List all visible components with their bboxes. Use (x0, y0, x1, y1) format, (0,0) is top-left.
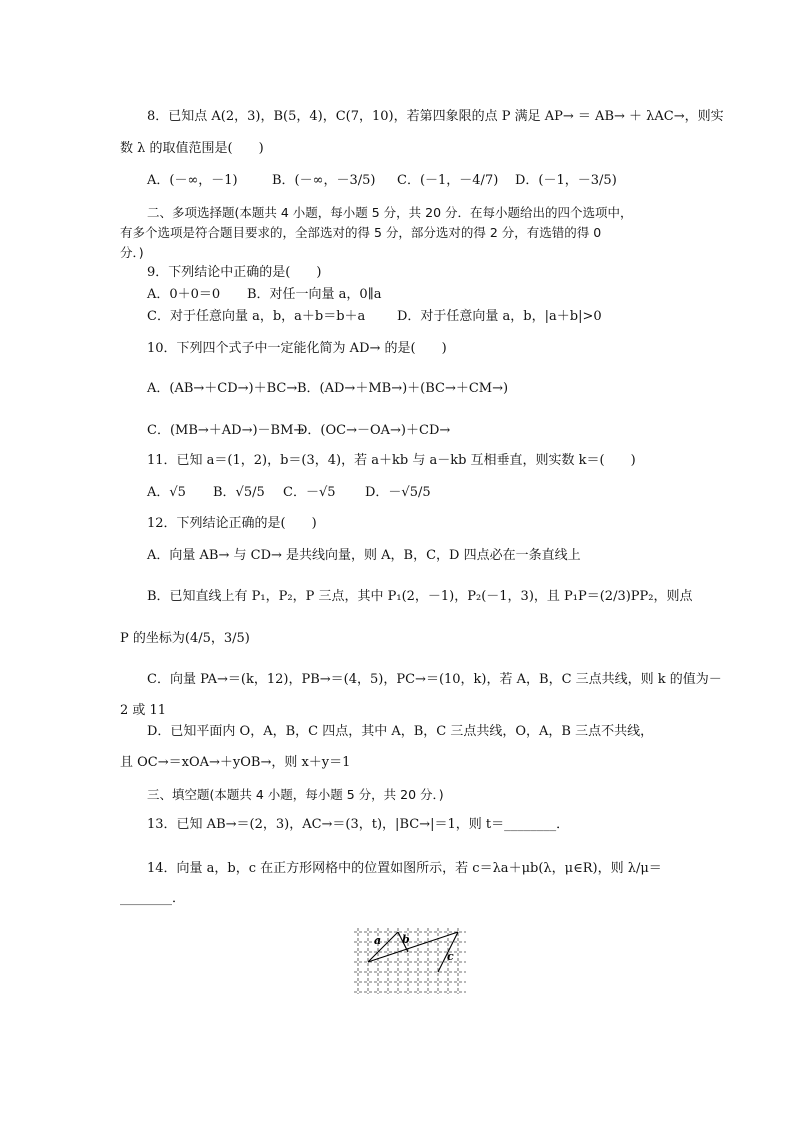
q8-option-a: A．(－∞，－1) (147, 173, 238, 188)
section2-heading-line3: 分．) (120, 245, 144, 260)
q8-option-d: D．(－1，－3/5) (515, 173, 617, 188)
q14-line2: ________． (120, 891, 186, 906)
q10-option-d: D．(OC→－OA→)＋CD→ (297, 423, 451, 438)
label-b: b (402, 933, 410, 946)
q9-option-a: A．0＋0＝0 (147, 287, 221, 302)
q10-option-b: B．(AD→＋MB→)＋(BC→＋CM→) (297, 381, 509, 396)
section2-heading-line1: 二、多项选择题(本题共 4 小题，每小题 5 分，共 20 分．在每小题给出的四个选项中， (147, 205, 633, 220)
q10-option-c: C．(MB→＋AD→)－BM→ (147, 423, 305, 438)
q10-row2 (147, 422, 450, 440)
label-c: c (447, 950, 454, 963)
q9-row2 (147, 308, 602, 326)
q8-options (147, 172, 617, 190)
q9-option-d: D．对于任意向量 a，b，|a＋b|>0 (397, 309, 602, 324)
q12-option-b-line1: B．已知直线上有 P₁，P₂，P 三点，其中 P₁(2，－1)，P₂(－1，3)，且 P₁P＝(2/3)PP₂，则点 (147, 589, 693, 604)
q13-stem: 13．已知 AB→＝(2，3)，AC→＝(3，t)，|BC→|＝1，则 t＝________． (147, 817, 570, 832)
q9-option-b: B．对任一向量 a，0∥a (247, 287, 382, 302)
q10-stem: 10．下列四个式子中一定能化简为 AD→ 的是( ) (147, 341, 447, 356)
q14-line1: 14．向量 a，b，c 在正方形网格中的位置如图所示，若 c＝λa＋μb(λ，μ∈R)，则 λ/μ＝ (147, 861, 662, 876)
vector-grid-figure (352, 926, 468, 994)
section2-heading-line2: 有多个选项是符合题目要求的，全部选对的得 5 分，部分选对的得 2 分，有选错的得 0 (120, 225, 602, 240)
q11-option-d: D．－√5/5 (365, 485, 431, 500)
q11-options (147, 484, 431, 502)
q9-stem: 9．下列结论中正确的是( ) (147, 265, 322, 280)
q11-option-a: A．√5 (147, 485, 186, 500)
section3-heading: 三、填空题(本题共 4 小题，每小题 5 分，共 20 分．) (147, 787, 444, 802)
q12-option-c-line1: C．向量 PA→＝(k，12)，PB→＝(4，5)，PC→＝(10，k)，若 A，B，C 三点共线，则 k 的值为－ (147, 672, 722, 687)
vector-long-line (368, 932, 458, 962)
q9-option-c: C．对于任意向量 a，b，a＋b＝b＋a (147, 309, 366, 324)
q8-line1: 8．已知点 A(2，3)，B(5，4)，C(7，10)，若第四象限的点 P 满足 AP→ ＝ AB→ ＋ λAC→，则实 (147, 109, 724, 124)
q12-option-a: A．向量 AB→ 与 CD→ 是共线向量，则 A，B，C，D 四点必在一条直线上 (147, 548, 581, 563)
q12-option-b-line2: P 的坐标为(4/5，3/5) (120, 631, 250, 646)
q10-option-a: A．(AB→＋CD→)＋BC→ (147, 381, 298, 396)
q11-stem: 11．已知 a＝(1，2)，b＝(3，4)，若 a＋kb 与 a－kb 互相垂直，则实数 k＝( ) (147, 453, 636, 468)
q12-stem: 12．下列结论正确的是( ) (147, 516, 317, 531)
q9-row1 (147, 286, 381, 304)
label-a: a (374, 934, 382, 947)
q11-option-c: C．－√5 (283, 485, 336, 500)
q8-line2: 数 λ 的取值范围是( ) (120, 141, 264, 156)
q12-option-d-line1: D．已知平面内 O，A，B，C 四点，其中 A，B，C 三点共线，O，A，B 三点不共线， (147, 724, 654, 739)
q10-row1 (147, 380, 508, 398)
q12-option-c-line2: 2 或 11 (120, 703, 167, 718)
q8-option-c: C．(－1，－4/7) (397, 173, 499, 188)
q12-option-d-line2: 且 OC→＝xOA→＋yOB→，则 x＋y＝1 (120, 755, 351, 770)
q11-option-b: B．√5/5 (213, 485, 265, 500)
q8-option-b: B．(－∞，－3/5) (272, 173, 376, 188)
